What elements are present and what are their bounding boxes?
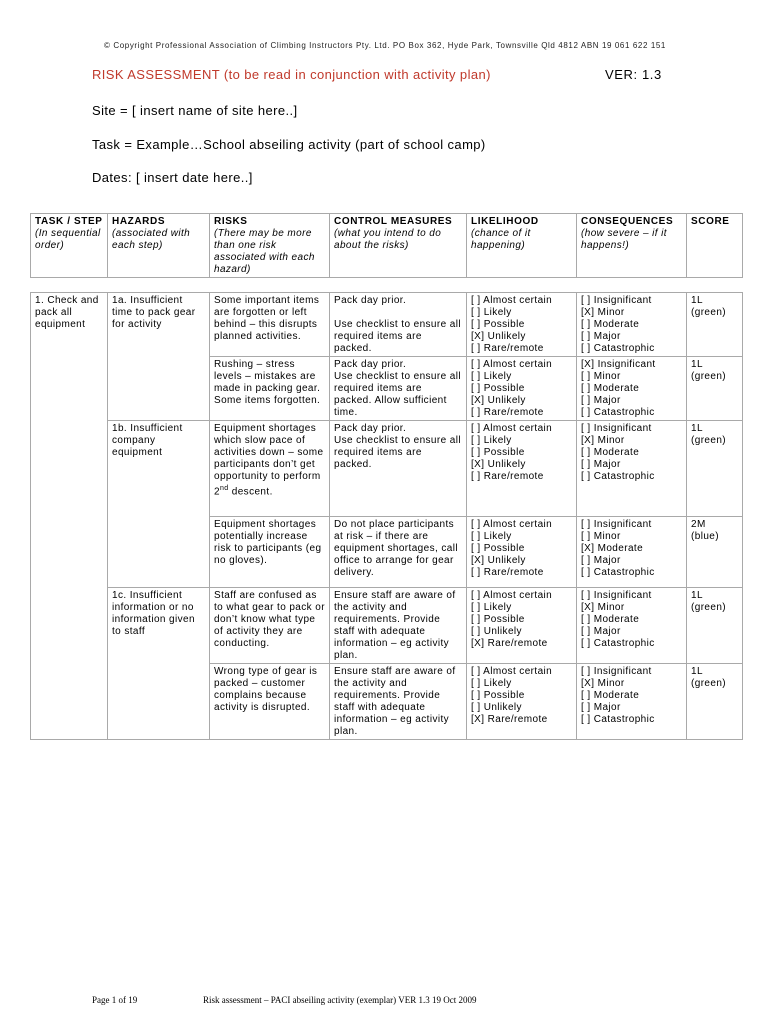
score-cell: [687, 421, 743, 517]
consequences-option: [ ] Catastrophic: [581, 638, 655, 649]
score-cell: [687, 357, 743, 421]
likelihood-option: [ ] Possible: [471, 447, 525, 458]
risk-table: [30, 292, 743, 740]
dates-field: Dates: [ insert date here..]: [92, 170, 253, 185]
consequences-cell: [577, 293, 687, 357]
risk-cell: Some important items are forgotten or left behind – this disrupts planned activities.: [210, 293, 330, 357]
likelihood-option: [ ] Possible: [471, 690, 525, 701]
consequences-cell: [577, 664, 687, 740]
consequences-option: [ ] Major: [581, 626, 621, 637]
score-color-label: (green): [691, 678, 727, 689]
consequences-cell: [577, 357, 687, 421]
control-measures-cell: Do not place participants at risk – if there are equipment shortages, call office to arrange for gear delivery.: [330, 517, 467, 588]
likelihood-option: [ ] Almost certain: [471, 423, 553, 434]
likelihood-option: [ ] Unlikely: [471, 626, 522, 637]
score-cell: [687, 293, 743, 357]
score-value: 1L: [691, 666, 703, 677]
consequences-option: [ ] Catastrophic: [581, 714, 655, 725]
likelihood-option: [X] Unlikely: [471, 555, 526, 566]
control-measures-cell: Pack day prior. Use checklist to ensure all required items are packed.: [330, 293, 467, 357]
hazard-cell: 1b. Insufficient company equipment: [108, 421, 210, 588]
consequences-option: [X] Moderate: [581, 543, 644, 554]
score-value: 1L: [691, 295, 703, 306]
consequences-option: [X] Minor: [581, 435, 625, 446]
score-value: 1L: [691, 359, 703, 370]
consequences-option: [ ] Moderate: [581, 614, 640, 625]
risk-cell: Equipment shortages which slow pace of activities down – some participants don’t get opportunity to perform 2nd descent.: [210, 421, 330, 517]
hazard-cell: 1a. Insufficient time to pack gear for activity: [108, 293, 210, 421]
consequences-option: [ ] Moderate: [581, 690, 640, 701]
consequences-option: [ ] Moderate: [581, 447, 640, 458]
col-header-score: SCORE: [687, 214, 743, 278]
likelihood-option: [ ] Possible: [471, 383, 525, 394]
likelihood-option: [ ] Almost certain: [471, 295, 553, 306]
hazard-cell: 1c. Insufficient information or no information given to staff: [108, 588, 210, 740]
col-header-task: TASK / STEP (In sequential order): [31, 214, 108, 278]
likelihood-option: [ ] Possible: [471, 319, 525, 330]
likelihood-cell: [467, 421, 577, 517]
risk-cell: Rushing – stress levels – mistakes are made in packing gear. Some items forgotten.: [210, 357, 330, 421]
likelihood-option: [X] Unlikely: [471, 459, 526, 470]
consequences-option: [ ] Insignificant: [581, 295, 652, 306]
score-value: 2M: [691, 519, 706, 530]
consequences-option: [ ] Moderate: [581, 383, 640, 394]
consequences-option: [X] Minor: [581, 307, 625, 318]
task-cell: 1. Check and pack all equipment: [31, 293, 108, 740]
consequences-cell: [577, 421, 687, 517]
likelihood-cell: [467, 293, 577, 357]
likelihood-option: [X] Unlikely: [471, 395, 526, 406]
consequences-option: [ ] Catastrophic: [581, 407, 655, 418]
col-header-risks: RISKS (There may be more than one risk associated with each hazard): [210, 214, 330, 278]
likelihood-option: [ ] Rare/remote: [471, 567, 544, 578]
consequences-option: [X] Minor: [581, 602, 625, 613]
likelihood-option: [ ] Possible: [471, 614, 525, 625]
consequences-option: [ ] Insignificant: [581, 666, 652, 677]
score-color-label: (green): [691, 307, 727, 318]
col-header-likelihood: LIKELIHOOD (chance of it happening): [467, 214, 577, 278]
consequences-option: [ ] Minor: [581, 531, 621, 542]
consequences-option: [ ] Major: [581, 459, 621, 470]
version-label: VER: 1.3: [605, 67, 662, 82]
likelihood-option: [ ] Likely: [471, 531, 512, 542]
likelihood-option: [ ] Possible: [471, 543, 525, 554]
page-number: Page 1 of 19: [92, 995, 138, 1005]
likelihood-option: [ ] Rare/remote: [471, 407, 544, 418]
document-title: RISK ASSESSMENT (to be read in conjunction with activity plan): [92, 67, 491, 82]
consequences-option: [X] Insignificant: [581, 359, 656, 370]
consequences-option: [ ] Major: [581, 331, 621, 342]
likelihood-option: [ ] Almost certain: [471, 359, 553, 370]
likelihood-option: [ ] Unlikely: [471, 702, 522, 713]
control-measures-cell: Ensure staff are aware of the activity and requirements. Provide staff with adequate information – eg activity plan.: [330, 588, 467, 664]
consequences-option: [ ] Catastrophic: [581, 567, 655, 578]
score-cell: [687, 588, 743, 664]
consequences-option: [X] Minor: [581, 678, 625, 689]
task-field: Task = Example…School abseiling activity (part of school camp): [92, 137, 486, 152]
likelihood-cell: [467, 517, 577, 588]
score-color-label: (green): [691, 435, 727, 446]
likelihood-option: [X] Unlikely: [471, 331, 526, 342]
control-measures-cell: Pack day prior. Use checklist to ensure all required items are packed. Allow sufficient time.: [330, 357, 467, 421]
score-cell: [687, 517, 743, 588]
consequences-option: [ ] Catastrophic: [581, 343, 655, 354]
likelihood-option: [ ] Likely: [471, 307, 512, 318]
likelihood-option: [X] Rare/remote: [471, 714, 548, 725]
col-header-hazards: HAZARDS (associated with each step): [108, 214, 210, 278]
score-color-label: (green): [691, 371, 727, 382]
likelihood-option: [ ] Likely: [471, 371, 512, 382]
score-color-label: (blue): [691, 531, 719, 542]
likelihood-option: [ ] Rare/remote: [471, 343, 544, 354]
score-value: 1L: [691, 590, 703, 601]
likelihood-option: [ ] Almost certain: [471, 666, 553, 677]
consequences-option: [ ] Catastrophic: [581, 471, 655, 482]
score-cell: [687, 664, 743, 740]
likelihood-option: [ ] Rare/remote: [471, 471, 544, 482]
likelihood-option: [ ] Almost certain: [471, 590, 553, 601]
risk-cell: Staff are confused as to what gear to pack or don’t know what type of activity they are conducting.: [210, 588, 330, 664]
likelihood-option: [ ] Almost certain: [471, 519, 553, 530]
likelihood-cell: [467, 664, 577, 740]
likelihood-option: [ ] Likely: [471, 678, 512, 689]
consequences-option: [ ] Major: [581, 555, 621, 566]
likelihood-cell: [467, 588, 577, 664]
score-color-label: (green): [691, 602, 727, 613]
consequences-option: [ ] Insignificant: [581, 519, 652, 530]
likelihood-option: [X] Rare/remote: [471, 638, 548, 649]
likelihood-option: [ ] Likely: [471, 435, 512, 446]
consequences-cell: [577, 588, 687, 664]
consequences-option: [ ] Insignificant: [581, 423, 652, 434]
consequences-option: [ ] Moderate: [581, 319, 640, 330]
consequences-option: [ ] Minor: [581, 371, 621, 382]
risk-cell: Equipment shortages potentially increase risk to participants (eg no gloves).: [210, 517, 330, 588]
consequences-option: [ ] Major: [581, 395, 621, 406]
copyright-line: © Copyright Professional Association of Climbing Instructors Pty. Ltd. PO Box 362, Hyde Park, Townsville Qld 4812 ABN 19 061 622 151: [104, 41, 666, 50]
likelihood-option: [ ] Likely: [471, 602, 512, 613]
likelihood-cell: [467, 357, 577, 421]
table-row: [31, 421, 743, 517]
risk-cell: Wrong type of gear is packed – customer complains because activity is disrupted.: [210, 664, 330, 740]
table-row: [31, 588, 743, 664]
consequences-cell: [577, 517, 687, 588]
table-row: [31, 293, 743, 357]
header-table: [30, 213, 743, 278]
col-header-control: CONTROL MEASURES (what you intend to do about the risks): [330, 214, 467, 278]
site-field: Site = [ insert name of site here..]: [92, 103, 298, 118]
score-value: 1L: [691, 423, 703, 434]
col-header-consequences: CONSEQUENCES (how severe – if it happens!): [577, 214, 687, 278]
control-measures-cell: Pack day prior. Use checklist to ensure all required items are packed.: [330, 421, 467, 517]
footer-doc-title: Risk assessment – PACI abseiling activity (exemplar) VER 1.3 19 Oct 2009: [203, 995, 477, 1005]
consequences-option: [ ] Major: [581, 702, 621, 713]
control-measures-cell: Ensure staff are aware of the activity and requirements. Provide staff with adequate information – eg activity plan.: [330, 664, 467, 740]
consequences-option: [ ] Insignificant: [581, 590, 652, 601]
